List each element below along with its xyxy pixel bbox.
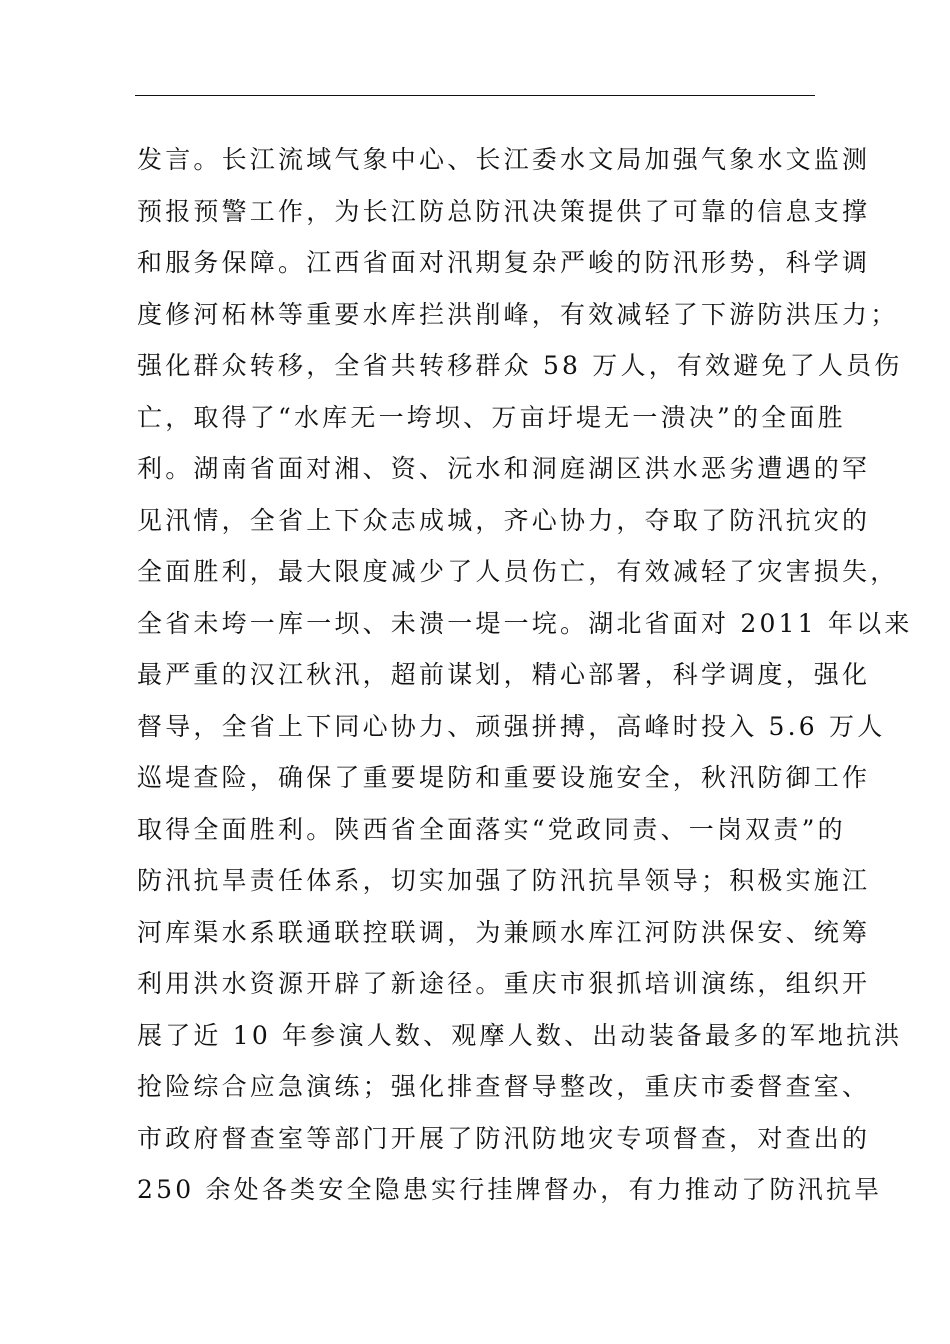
text-line: 发言。长江流域气象中心、长江委水文局加强气象水文监测 [137, 145, 871, 174]
text-line: 最严重的汉江秋汛，超前谋划，精心部署，科学调度，强化 [137, 660, 871, 689]
text-line: 展了近 10 年参演人数、观摩人数、出动装备最多的军地抗洪 [137, 1020, 903, 1050]
text-line: 和服务保障。江西省面对汛期复杂严峻的防汛形势，科学调 [137, 248, 871, 277]
document-body [137, 141, 913, 1223]
text-line: 亡，取得了“水库无一垮坝、万亩圩堤无一溃决”的全面胜 [137, 402, 846, 432]
text-line: 全省未垮一库一坝、未溃一堤一垸。湖北省面对 2011 年以来 [137, 608, 913, 638]
text-line: 全面胜利，最大限度减少了人员伤亡，有效减轻了灾害损失， [137, 557, 899, 586]
text-line: 取得全面胜利。陕西省全面落实“党政同责、一岗双责”的 [137, 814, 846, 844]
text-line: 见汛情，全省上下众志成城，齐心协力，夺取了防汛抗灾的 [137, 505, 871, 535]
text-line: 巡堤查险，确保了重要堤防和重要设施安全，秋汛防御工作 [137, 763, 871, 792]
text-line: 督导，全省上下同心协力、顽强拼搏，高峰时投入 5.6 万人 [137, 711, 886, 741]
text-line: 利用洪水资源开辟了新途径。重庆市狠抓培训演练，组织开 [137, 969, 871, 998]
text-line: 市政府督查室等部门开展了防汛防地灾专项督查，对查出的 [137, 1123, 871, 1153]
text-line: 250 余处各类安全隐患实行挂牌督办，有力推动了防汛抗旱 [137, 1175, 883, 1204]
text-line: 度修河柘林等重要水库拦洪削峰，有效减轻了下游防洪压力； [137, 299, 899, 329]
text-line: 强化群众转移，全省共转移群众 58 万人，有效避免了人员伤 [137, 351, 903, 380]
text-line: 抢险综合应急演练；强化排查督导整改，重庆市委督查室、 [137, 1072, 871, 1101]
text-line: 预报预警工作，为长江防总防汛决策提供了可靠的信息支撑 [137, 196, 871, 226]
text-line: 利。湖南省面对湘、资、沅水和洞庭湖区洪水恶劣遭遇的罕 [137, 454, 871, 483]
text-line: 防汛抗旱责任体系，切实加强了防汛抗旱领导；积极实施江 [137, 866, 871, 895]
text-line: 河库渠水系联通联控联调，为兼顾水库江河防洪保安、统筹 [137, 917, 871, 947]
header-rule [135, 95, 815, 96]
